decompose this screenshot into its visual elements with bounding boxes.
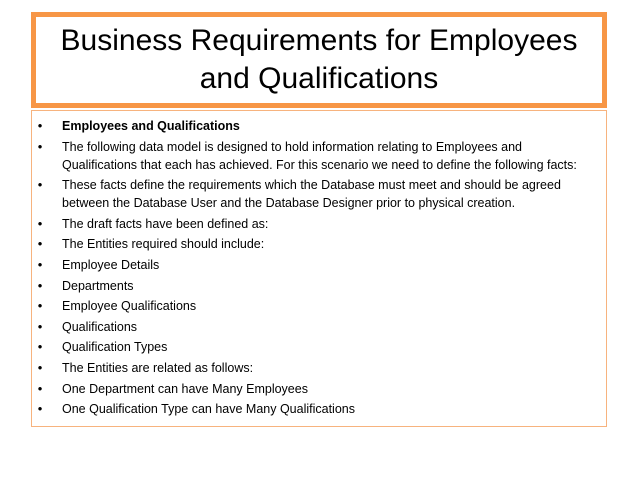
- bullet-icon: •: [37, 118, 43, 133]
- bullet-item-entities-required: [32, 235, 606, 253]
- bullet-text: The Entities are related as follows:: [62, 360, 254, 375]
- bullet-item-employee-details: [32, 256, 606, 274]
- bullet-icon: •: [37, 256, 43, 272]
- bullet-icon: •: [37, 138, 43, 154]
- bullet-icon: •: [37, 277, 43, 293]
- bullet-icon: •: [37, 215, 43, 231]
- bullet-item-draft-facts: [32, 215, 606, 233]
- bullet-item-qualifications: [32, 318, 606, 336]
- bullet-list: [32, 111, 606, 418]
- bullet-item-employee-qualifications: [32, 297, 606, 315]
- bullet-item-heading: [32, 117, 606, 135]
- bullet-text: The following data model is designed to hold information relating to Employees and Qualifications that each has achieved. For this scenario we need to define the following facts:: [62, 139, 577, 172]
- bullet-icon: •: [37, 359, 43, 375]
- bullet-item-intro: [32, 138, 606, 174]
- bullet-text: Employees and Qualifications: [62, 119, 240, 133]
- bullet-text: One Department can have Many Employees: [62, 381, 308, 396]
- bullet-text: The Entities required should include:: [62, 237, 265, 252]
- bullet-item-requirements: [32, 176, 606, 212]
- slide-title-line-2: and Qualifications: [199, 62, 439, 95]
- bullet-item-entities-related: [32, 359, 606, 377]
- slide-content-box: [31, 110, 607, 427]
- bullet-icon: •: [37, 236, 43, 252]
- bullet-text: Employee Qualifications: [62, 299, 197, 314]
- bullet-text: Employee Details: [62, 257, 160, 272]
- bullet-icon: •: [37, 380, 43, 396]
- bullet-text: Departments: [62, 278, 134, 293]
- bullet-text: One Qualification Type can have Many Qualifications: [62, 402, 355, 417]
- slide-title-line-1: Business Requirements for Employees: [60, 24, 578, 57]
- bullet-icon: •: [37, 298, 43, 314]
- bullet-item-department-employees: [32, 380, 606, 398]
- bullet-item-departments: [32, 277, 606, 295]
- slide-title: [39, 22, 599, 98]
- bullet-item-qualification-type-qualifications: [32, 400, 606, 418]
- bullet-icon: •: [37, 318, 43, 334]
- slide-title-box: [31, 12, 607, 108]
- bullet-item-qualification-types: [32, 338, 606, 356]
- bullet-text: Qualifications: [62, 319, 138, 334]
- bullet-text: These facts define the requirements which the Database must meet and should be agreed between the Database User and the Database Designer prior to physical creation.: [62, 178, 561, 211]
- bullet-icon: •: [37, 401, 43, 417]
- bullet-text: The draft facts have been defined as:: [62, 216, 269, 231]
- bullet-icon: •: [37, 177, 43, 193]
- bullet-icon: •: [37, 339, 43, 355]
- bullet-text: Qualification Types: [62, 340, 168, 355]
